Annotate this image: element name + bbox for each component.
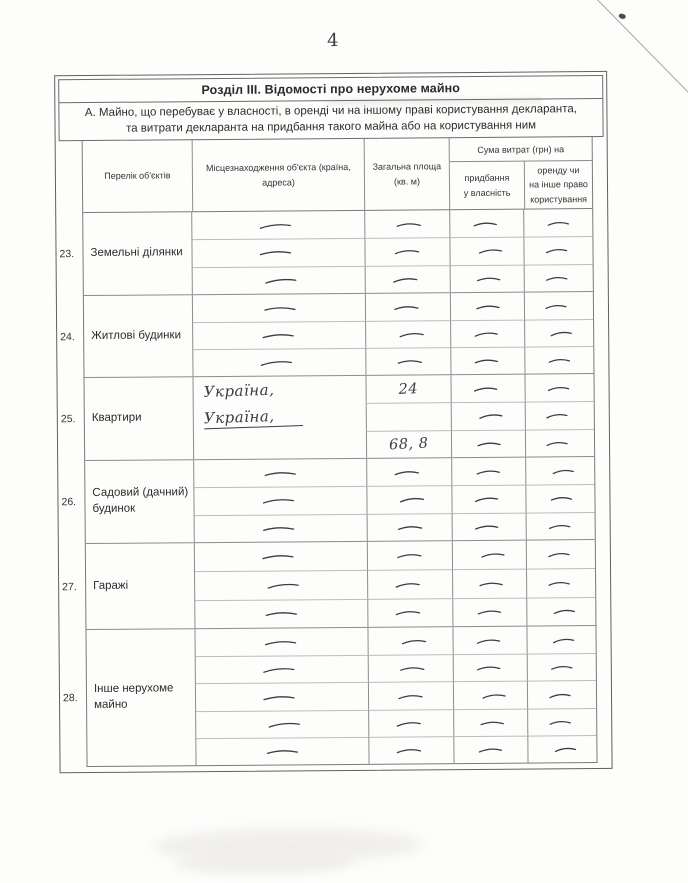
row-label: Квартири [85, 377, 195, 460]
handwritten-dash [545, 439, 569, 447]
cell-rent [527, 680, 596, 708]
cell-own [453, 708, 527, 736]
handwritten-dash [545, 274, 569, 282]
cell-rent [526, 568, 595, 597]
table-subrow [196, 653, 596, 683]
row-number: 23. [59, 248, 75, 261]
handwritten-dash [545, 411, 569, 420]
cell-loc [192, 238, 364, 267]
handwritten-dash [552, 607, 576, 616]
handwritten-dash [261, 497, 295, 506]
cell-loc [194, 486, 366, 515]
handwritten-dash [477, 746, 503, 754]
handwritten-dash [391, 275, 418, 284]
table-subrow [194, 429, 594, 459]
handwritten-dash [475, 274, 501, 283]
table-subrow [194, 374, 594, 404]
cell-own [452, 541, 526, 570]
cell-area [364, 210, 449, 238]
row-number: 25. [60, 413, 76, 426]
cell-area [365, 375, 450, 403]
handwritten-dash [544, 247, 568, 256]
cell-rent [524, 346, 593, 374]
handwritten-dash [396, 692, 423, 700]
cell-loc [194, 376, 366, 405]
header-cost-rent [524, 161, 592, 209]
scan-smudge [173, 852, 353, 875]
handwritten-dash [547, 384, 571, 392]
row-number: 24. [60, 330, 75, 343]
handwritten-dash [261, 553, 295, 561]
handwritten-dash [477, 412, 503, 421]
header-area [364, 138, 450, 210]
handwritten-dash [395, 746, 422, 754]
header-area-line1: Загальна площа [372, 161, 442, 172]
cell-own [452, 512, 526, 540]
cell-area [368, 654, 453, 682]
table-subrow [193, 319, 593, 349]
cell-loc [195, 628, 367, 657]
header-area-line2: (кв. м) [393, 175, 420, 187]
handwritten-dash [398, 495, 425, 504]
handwritten-dash [396, 523, 423, 531]
handwritten-dash [547, 550, 571, 559]
table-row [60, 291, 594, 377]
handwritten-dash [551, 635, 575, 644]
cell-area [367, 513, 452, 541]
handwritten-dash [259, 358, 293, 367]
cell-loc [194, 430, 366, 459]
table-subrow [194, 401, 594, 431]
handwritten-dash [549, 494, 573, 503]
table-body [59, 209, 596, 766]
cell-rent [526, 512, 595, 540]
handwritten-dash [398, 664, 425, 673]
table-subrow [193, 264, 593, 294]
cell-area [368, 682, 453, 710]
table-subrow [195, 597, 595, 628]
handwritten-dash [262, 524, 296, 532]
handwritten-dash [476, 608, 502, 616]
handwritten-dash [479, 718, 505, 727]
cell-loc [196, 682, 368, 711]
handwritten-dash [473, 495, 499, 504]
handwritten-dash [264, 610, 298, 618]
handwritten-dash [258, 221, 292, 230]
header-cost-ownership-line1: придбання [464, 172, 510, 184]
row-label: Гаражі [86, 543, 196, 629]
cell-rent [527, 735, 596, 763]
header-costs-split [450, 161, 592, 209]
handwritten-dash [261, 331, 295, 339]
form-table [59, 137, 598, 767]
handwritten-dash [265, 747, 299, 755]
handwritten-dash [395, 220, 422, 229]
cell-own [450, 264, 524, 292]
header-cost-rent-line1: оренду чи [537, 165, 580, 176]
cell-own [452, 569, 526, 598]
handwritten-dash [474, 302, 500, 310]
table-header-row [83, 137, 593, 213]
handwritten-dash [400, 637, 427, 646]
cell-loc [196, 655, 368, 684]
cell-area [368, 736, 453, 764]
cell-own [450, 375, 524, 403]
cell-own [451, 402, 525, 430]
cell-loc [196, 737, 368, 766]
row-subrows [195, 540, 596, 628]
table-subrow [196, 680, 596, 710]
cell-loc [195, 513, 367, 542]
handwritten-dash [472, 384, 498, 392]
cell-area [367, 541, 452, 570]
cell-loc [192, 211, 364, 240]
cell-area [366, 458, 451, 486]
header-objects: Перелік об'єктів [104, 170, 171, 182]
handwritten-dash [395, 552, 422, 560]
handwritten-dash [394, 609, 421, 617]
cell-rent [526, 540, 595, 569]
cell-own [450, 320, 524, 348]
cell-area [366, 430, 451, 458]
form-header-block [58, 75, 603, 141]
cell-loc [193, 348, 365, 376]
cell-area [367, 627, 452, 655]
cell-own [451, 429, 525, 457]
section-subtitle-line1: А. Майно, що перебуває у власності, в оренді чи на іншому праві користування декларанта, [84, 103, 577, 120]
header-costs-group [449, 137, 593, 209]
table-subrow [192, 236, 592, 266]
header-cost-ownership [450, 162, 524, 210]
handwritten-dash [475, 440, 501, 448]
handwritten-dash [396, 357, 423, 366]
scan-speck [618, 13, 626, 20]
handwritten-dash [473, 330, 499, 339]
table-row [60, 373, 594, 460]
handwritten-dash [478, 580, 504, 589]
cell-own [453, 735, 527, 763]
handwritten-dash [480, 691, 506, 700]
row-label: Інше нерухоме майно [86, 629, 196, 766]
handwritten-dash [473, 357, 499, 365]
handwritten-dash [548, 691, 572, 700]
cell-rent [523, 209, 592, 237]
handwritten-entry: 24 [398, 380, 419, 398]
header-costs-title: Сума витрат (грн) на [450, 137, 592, 162]
cell-area [365, 293, 450, 321]
table-subrow [194, 484, 594, 514]
cell-rent [526, 626, 595, 654]
handwritten-dash [393, 468, 420, 476]
header-cost-rent-line3: користування [530, 193, 588, 205]
table-subrow [195, 568, 595, 599]
handwritten-dash [264, 276, 298, 285]
handwritten-dash [544, 302, 568, 310]
cell-rent [524, 264, 593, 292]
cell-area [368, 709, 453, 737]
cell-rent [526, 597, 595, 626]
section-subtitle [59, 99, 602, 140]
cell-own [452, 597, 526, 626]
handwritten-dash [262, 693, 296, 701]
row-number: 27. [62, 580, 77, 593]
cell-loc [195, 570, 367, 600]
handwritten-dash [546, 219, 570, 227]
cell-area [367, 569, 452, 598]
cell-area [366, 402, 451, 430]
table-row [61, 456, 595, 543]
row-subrows [192, 209, 593, 294]
handwritten-dash [393, 580, 420, 589]
cell-own [450, 293, 524, 321]
cell-own [449, 210, 523, 238]
table-subrow [195, 540, 595, 571]
form-outer-box [54, 71, 612, 773]
cell-loc [193, 265, 365, 294]
handwritten-dash [547, 579, 571, 587]
row-subrows [193, 292, 594, 376]
cell-own [450, 347, 524, 375]
table-subrow [196, 708, 596, 738]
handwritten-dash [263, 469, 297, 477]
row-subrows [195, 626, 596, 765]
cell-rent [525, 401, 594, 429]
handwritten-entry: Україна, [203, 380, 275, 401]
cell-own [452, 627, 526, 655]
cell-loc [195, 542, 367, 572]
cell-area [364, 237, 449, 265]
handwritten-dash [548, 522, 572, 530]
handwritten-dash [551, 467, 575, 476]
cell-area [366, 485, 451, 513]
cell-rent [525, 429, 594, 457]
cell-loc [193, 294, 365, 322]
row-label: Земельні ділянки [83, 212, 193, 295]
cell-loc [194, 459, 366, 488]
row-subrows [194, 374, 595, 459]
cell-loc [194, 403, 366, 432]
row-number: 28. [62, 692, 78, 705]
table-row [62, 625, 596, 766]
cell-loc [193, 321, 365, 349]
handwritten-dash [479, 551, 505, 560]
handwritten-dash [258, 249, 292, 257]
page-number: 4 [327, 30, 339, 52]
handwritten-dash [393, 248, 420, 256]
handwritten-dash [263, 304, 297, 313]
cell-rent [527, 653, 596, 681]
table-row [59, 209, 593, 295]
cell-own [451, 458, 525, 486]
cell-rent [524, 319, 593, 347]
handwritten-dash [475, 664, 501, 672]
header-location: Місцезнаходження об'єкта (країна, адреса) [192, 139, 365, 211]
cell-own [453, 654, 527, 682]
handwritten-dash [553, 745, 577, 754]
cell-rent [527, 708, 596, 736]
handwritten-dash [264, 638, 298, 646]
handwritten-dash [395, 719, 422, 728]
cell-rent [525, 484, 594, 512]
cell-area [365, 265, 450, 293]
handwritten-dash [398, 330, 425, 339]
handwritten-entry: Україна, [204, 406, 303, 429]
handwritten-dash [548, 718, 572, 726]
table-subrow [196, 735, 596, 765]
cell-rent [525, 457, 594, 485]
row-label: Житлові будинки [84, 295, 194, 377]
handwritten-dash [549, 329, 573, 338]
section-title: Розділ III. Відомості про нерухоме майно [59, 76, 602, 103]
handwritten-dash [475, 467, 501, 475]
cell-loc [195, 598, 367, 628]
table-subrow [193, 346, 593, 376]
table-subrow [193, 292, 593, 322]
header-cost-ownership-line2: у власність [463, 187, 511, 198]
handwritten-dash [477, 247, 503, 256]
cell-rent [524, 292, 593, 320]
handwritten-dash [262, 665, 296, 674]
header-cost-rent-line2: на інше право [529, 179, 588, 190]
cell-area [365, 347, 450, 375]
cell-area [367, 598, 452, 627]
handwritten-dash [267, 719, 301, 728]
row-subrows [194, 457, 595, 542]
row-number: 26. [61, 496, 77, 509]
table-subrow [194, 457, 594, 487]
handwritten-dash [547, 356, 571, 364]
handwritten-dash [266, 581, 300, 590]
handwritten-entry: 68, 8 [389, 435, 430, 454]
handwritten-dash [392, 303, 419, 311]
handwritten-dash [473, 523, 499, 531]
table-subrow [195, 626, 595, 656]
handwritten-dash [550, 663, 574, 671]
cell-own [449, 237, 523, 265]
cell-loc [196, 709, 368, 738]
row-label: Садовий (дачний) будинок [85, 460, 195, 543]
cell-rent [523, 236, 592, 264]
handwritten-dash [472, 219, 498, 227]
table-subrow [192, 209, 592, 239]
handwritten-dash [475, 636, 501, 645]
cell-own [453, 681, 527, 709]
cell-own [451, 485, 525, 513]
cell-rent [524, 374, 593, 402]
table-subrow [195, 512, 595, 542]
table-row [62, 539, 596, 629]
cell-area [365, 320, 450, 348]
section-subtitle-line2: та витрати декларанта на придбання такого майна або на користування ним [125, 118, 537, 135]
